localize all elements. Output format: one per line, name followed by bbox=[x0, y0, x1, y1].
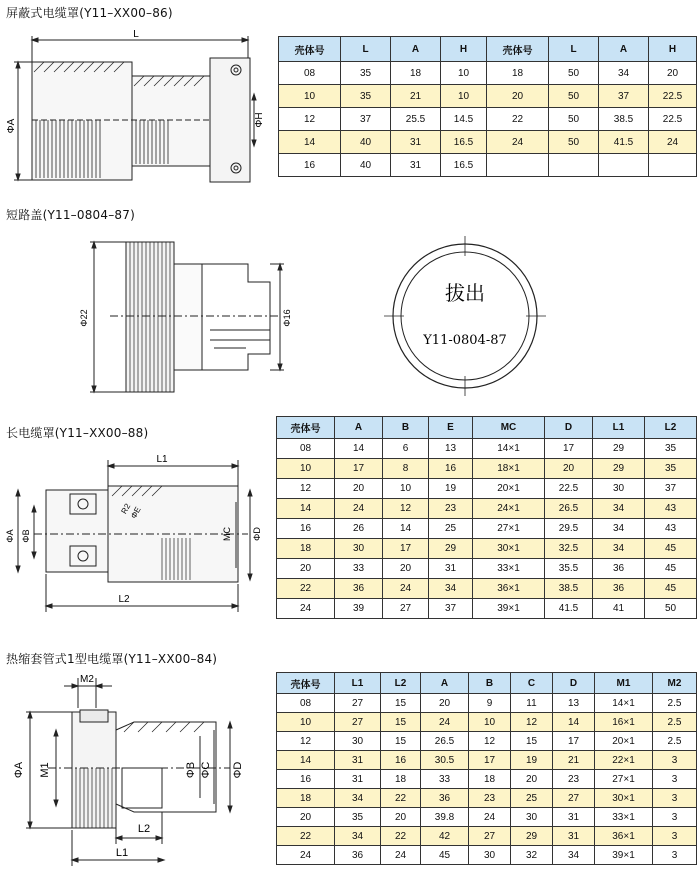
table-cell: 20×1 bbox=[595, 732, 653, 751]
table-cell: 30 bbox=[335, 539, 383, 559]
table-cell: 25 bbox=[429, 519, 473, 539]
table-header-cell: M1 bbox=[595, 673, 653, 694]
table-header-cell: L1 bbox=[593, 417, 645, 439]
table-cell: 50 bbox=[645, 599, 697, 619]
table-cell: 17 bbox=[553, 732, 595, 751]
table-cell: 13 bbox=[553, 694, 595, 713]
table-cell: 18 bbox=[487, 62, 549, 85]
table-cell: 36 bbox=[421, 789, 469, 808]
table-cell: 12 bbox=[383, 499, 429, 519]
table-cell: 31 bbox=[391, 154, 441, 177]
table-cell: 14 bbox=[277, 751, 335, 770]
table-header-cell: M2 bbox=[653, 673, 697, 694]
dim-D-label: ΦD bbox=[252, 527, 262, 541]
table-cell: 34 bbox=[335, 789, 381, 808]
table-cell: 36 bbox=[593, 559, 645, 579]
long-cable-cover-table bbox=[276, 416, 697, 619]
table-cell: 27×1 bbox=[473, 519, 545, 539]
table-cell: 24 bbox=[487, 131, 549, 154]
table-header-cell: H bbox=[441, 37, 487, 62]
table-cell: 24 bbox=[277, 599, 335, 619]
heat-shrink-cable-cover-table bbox=[276, 672, 697, 865]
heat-shrink-cable-cover-drawing bbox=[4, 672, 266, 872]
table-cell: 9 bbox=[469, 694, 511, 713]
table-cell: 2.5 bbox=[653, 694, 697, 713]
table-row bbox=[277, 732, 697, 751]
table-cell: 22 bbox=[381, 789, 421, 808]
table-cell: 40 bbox=[341, 154, 391, 177]
table-row bbox=[277, 808, 697, 827]
table-cell: 26.5 bbox=[545, 499, 593, 519]
table-header-cell: 壳体号 bbox=[277, 417, 335, 439]
section-title-short-circuit-cap: 短路盖(Y11–0804–87) bbox=[6, 208, 135, 222]
table-row bbox=[279, 108, 697, 131]
table-cell: 20 bbox=[545, 459, 593, 479]
table-cell: 27 bbox=[553, 789, 595, 808]
table-cell: 30 bbox=[593, 479, 645, 499]
table-cell: 20 bbox=[649, 62, 697, 85]
table-cell: 15 bbox=[381, 694, 421, 713]
table-cell: 34 bbox=[429, 579, 473, 599]
table-cell: 30 bbox=[335, 732, 381, 751]
table-header-cell: B bbox=[383, 417, 429, 439]
table-cell: 27 bbox=[335, 713, 381, 732]
table-cell: 36×1 bbox=[473, 579, 545, 599]
dim-C-label: ΦC bbox=[200, 761, 212, 779]
long-cable-cover-drawing bbox=[4, 446, 266, 618]
table-cell: 41.5 bbox=[545, 599, 593, 619]
table-header-cell: A bbox=[335, 417, 383, 439]
table-cell: 20 bbox=[335, 479, 383, 499]
table-cell: 16 bbox=[277, 519, 335, 539]
table-header-cell: L bbox=[341, 37, 391, 62]
table-cell: 37 bbox=[599, 85, 649, 108]
table-cell: 20 bbox=[421, 694, 469, 713]
cap-part-code-text: Y11-0804-87 bbox=[423, 333, 507, 348]
table-cell: 31 bbox=[553, 808, 595, 827]
table-cell: 50 bbox=[549, 108, 599, 131]
table-row bbox=[279, 131, 697, 154]
table-header-cell: A bbox=[599, 37, 649, 62]
table-cell: 33×1 bbox=[473, 559, 545, 579]
table-cell: 14 bbox=[383, 519, 429, 539]
dim-L2-label: L2 bbox=[137, 823, 151, 835]
short-circuit-cap-side-drawing bbox=[70, 234, 310, 402]
table-cell: 18 bbox=[381, 770, 421, 789]
dim-A-label: ΦA bbox=[6, 118, 17, 134]
table-cell: 31 bbox=[391, 131, 441, 154]
table-cell: 22 bbox=[277, 579, 335, 599]
cap-pull-out-text: 拔出 bbox=[445, 281, 485, 305]
table-cell: 17 bbox=[545, 439, 593, 459]
table-cell: 14×1 bbox=[595, 694, 653, 713]
table-cell: 2.5 bbox=[653, 713, 697, 732]
table-row bbox=[279, 62, 697, 85]
table-header-cell: 壳体号 bbox=[487, 37, 549, 62]
table-header-cell: 壳体号 bbox=[279, 37, 341, 62]
table-cell: 20 bbox=[511, 770, 553, 789]
table-cell: 29 bbox=[511, 827, 553, 846]
table-cell: 23 bbox=[553, 770, 595, 789]
dim-d16-label: Φ16 bbox=[282, 309, 292, 327]
table-cell: 18 bbox=[277, 539, 335, 559]
table-cell: 27 bbox=[469, 827, 511, 846]
table-cell: 39 bbox=[335, 599, 383, 619]
table-cell: 21 bbox=[391, 85, 441, 108]
table-cell: 11 bbox=[511, 694, 553, 713]
table-cell: 3 bbox=[653, 846, 697, 865]
table-cell: 18 bbox=[391, 62, 441, 85]
table-cell: 23 bbox=[469, 789, 511, 808]
table-cell: 37 bbox=[429, 599, 473, 619]
table-cell: 45 bbox=[645, 559, 697, 579]
table-row bbox=[277, 599, 697, 619]
table-cell: 24 bbox=[335, 499, 383, 519]
table-header-cell: C bbox=[511, 673, 553, 694]
table-row bbox=[277, 539, 697, 559]
dim-L-label: L bbox=[133, 29, 139, 40]
table-cell: 3 bbox=[653, 808, 697, 827]
table-cell: 34 bbox=[335, 827, 381, 846]
table-header-cell: D bbox=[553, 673, 595, 694]
table-cell: 50 bbox=[549, 62, 599, 85]
table-cell: 20 bbox=[277, 808, 335, 827]
table-cell: 22.5 bbox=[649, 85, 697, 108]
table-cell: 33 bbox=[421, 770, 469, 789]
dim-R-label: R2 bbox=[119, 502, 133, 516]
table-cell: 16×1 bbox=[595, 713, 653, 732]
table-header-cell: A bbox=[391, 37, 441, 62]
table-cell: 50 bbox=[549, 131, 599, 154]
table-cell: 29 bbox=[593, 439, 645, 459]
table-cell: 22.5 bbox=[649, 108, 697, 131]
table-cell: 31 bbox=[553, 827, 595, 846]
table-cell: 25 bbox=[511, 789, 553, 808]
table-cell: 27 bbox=[383, 599, 429, 619]
dim-D-label: ΦD bbox=[232, 761, 244, 779]
dim-M2-label: M2 bbox=[80, 674, 94, 685]
table-cell: 43 bbox=[645, 499, 697, 519]
table-cell bbox=[599, 154, 649, 177]
table-cell: 29 bbox=[593, 459, 645, 479]
table-cell: 12 bbox=[469, 732, 511, 751]
table-cell: 24 bbox=[421, 713, 469, 732]
table-cell: 23 bbox=[429, 499, 473, 519]
dim-MC-label: MC bbox=[222, 527, 232, 541]
table-cell: 3 bbox=[653, 827, 697, 846]
section-title-long-cable-cover: 长电缆罩(Y11–XX00–88) bbox=[6, 426, 149, 440]
table-row bbox=[279, 154, 697, 177]
table-cell: 35 bbox=[341, 85, 391, 108]
table-cell: 10 bbox=[441, 62, 487, 85]
table-cell: 14.5 bbox=[441, 108, 487, 131]
table-cell: 16 bbox=[277, 770, 335, 789]
table-cell: 24 bbox=[277, 846, 335, 865]
table-cell: 12 bbox=[279, 108, 341, 131]
table-cell: 32.5 bbox=[545, 539, 593, 559]
table-cell: 36 bbox=[593, 579, 645, 599]
dim-E-label: ΦE bbox=[129, 505, 143, 521]
table-cell: 16 bbox=[279, 154, 341, 177]
table-row bbox=[277, 713, 697, 732]
table-cell: 35 bbox=[645, 439, 697, 459]
table-row bbox=[277, 770, 697, 789]
dim-L2-label: L2 bbox=[118, 594, 130, 605]
table-cell: 20 bbox=[381, 808, 421, 827]
table-cell: 08 bbox=[279, 62, 341, 85]
table-cell: 16 bbox=[429, 459, 473, 479]
table-cell: 35 bbox=[341, 62, 391, 85]
table-cell: 20 bbox=[383, 559, 429, 579]
dim-M1-label: M1 bbox=[39, 762, 51, 778]
table-cell: 14 bbox=[335, 439, 383, 459]
table-cell: 22.5 bbox=[545, 479, 593, 499]
dim-L1-label: L1 bbox=[115, 847, 129, 859]
table-header-cell: L bbox=[549, 37, 599, 62]
table-cell: 22 bbox=[381, 827, 421, 846]
table-row bbox=[277, 459, 697, 479]
table-cell: 10 bbox=[277, 713, 335, 732]
table-cell: 3 bbox=[653, 751, 697, 770]
dim-d22-label: Φ22 bbox=[79, 309, 89, 327]
table-cell: 18 bbox=[277, 789, 335, 808]
table-cell: 34 bbox=[553, 846, 595, 865]
table-cell: 39.8 bbox=[421, 808, 469, 827]
table-cell: 6 bbox=[383, 439, 429, 459]
table-header-cell: H bbox=[649, 37, 697, 62]
table-row bbox=[277, 519, 697, 539]
table-cell: 36 bbox=[335, 846, 381, 865]
table-cell: 24×1 bbox=[473, 499, 545, 519]
table-cell bbox=[649, 154, 697, 177]
table-row bbox=[277, 559, 697, 579]
table-cell: 16 bbox=[381, 751, 421, 770]
table-cell: 30 bbox=[511, 808, 553, 827]
table-cell: 15 bbox=[381, 732, 421, 751]
table-header-cell: E bbox=[429, 417, 473, 439]
table-header-cell: 壳体号 bbox=[277, 673, 335, 694]
table-cell: 26.5 bbox=[421, 732, 469, 751]
table-header-cell: MC bbox=[473, 417, 545, 439]
table-cell: 20 bbox=[277, 559, 335, 579]
table-row bbox=[277, 789, 697, 808]
table-cell: 33×1 bbox=[595, 808, 653, 827]
shielded-cable-cover-drawing bbox=[4, 28, 266, 188]
table-cell: 12 bbox=[277, 479, 335, 499]
table-cell: 41 bbox=[593, 599, 645, 619]
table-header-cell: L1 bbox=[335, 673, 381, 694]
table-cell: 26 bbox=[335, 519, 383, 539]
table-cell: 19 bbox=[511, 751, 553, 770]
table-header-cell: D bbox=[545, 417, 593, 439]
dim-H-label: ΦH bbox=[254, 112, 265, 128]
table-cell: 14 bbox=[553, 713, 595, 732]
table-row bbox=[277, 499, 697, 519]
table-cell: 21 bbox=[553, 751, 595, 770]
table-cell: 45 bbox=[645, 539, 697, 559]
table-row bbox=[277, 846, 697, 865]
table-cell: 34 bbox=[593, 499, 645, 519]
table-cell bbox=[549, 154, 599, 177]
table-cell: 15 bbox=[381, 713, 421, 732]
table-cell: 33 bbox=[335, 559, 383, 579]
table-cell bbox=[487, 154, 549, 177]
table-cell: 37 bbox=[645, 479, 697, 499]
table-header-cell: L2 bbox=[645, 417, 697, 439]
table-cell: 08 bbox=[277, 439, 335, 459]
table-cell: 10 bbox=[383, 479, 429, 499]
table-header-cell: B bbox=[469, 673, 511, 694]
table-cell: 39×1 bbox=[595, 846, 653, 865]
table-cell: 35 bbox=[335, 808, 381, 827]
table-cell: 10 bbox=[277, 459, 335, 479]
table-cell: 17 bbox=[469, 751, 511, 770]
table-cell: 36×1 bbox=[595, 827, 653, 846]
table-cell: 24 bbox=[383, 579, 429, 599]
table-cell: 24 bbox=[469, 808, 511, 827]
table-cell: 24 bbox=[381, 846, 421, 865]
table-cell: 30.5 bbox=[421, 751, 469, 770]
dim-B-label: ΦB bbox=[185, 761, 197, 779]
section-title-shielded-cable-cover: 屏蔽式电缆罩(Y11–XX00–86) bbox=[6, 6, 173, 20]
table-cell: 40 bbox=[341, 131, 391, 154]
table-cell: 14 bbox=[279, 131, 341, 154]
short-circuit-cap-front-drawing bbox=[380, 236, 550, 396]
dim-A-label: ΦA bbox=[13, 761, 25, 779]
table-cell: 35 bbox=[645, 459, 697, 479]
table-cell: 31 bbox=[429, 559, 473, 579]
table-cell: 22 bbox=[277, 827, 335, 846]
table-cell: 14 bbox=[277, 499, 335, 519]
table-cell: 12 bbox=[277, 732, 335, 751]
table-cell: 3 bbox=[653, 789, 697, 808]
dim-L1-label: L1 bbox=[156, 454, 168, 465]
table-cell: 25.5 bbox=[391, 108, 441, 131]
dim-A-label: ΦA bbox=[5, 529, 15, 543]
table-cell: 36 bbox=[335, 579, 383, 599]
table-row bbox=[277, 439, 697, 459]
table-cell: 32 bbox=[511, 846, 553, 865]
table-row bbox=[277, 694, 697, 713]
table-cell: 41.5 bbox=[599, 131, 649, 154]
table-cell: 22×1 bbox=[595, 751, 653, 770]
table-cell: 10 bbox=[441, 85, 487, 108]
table-row bbox=[277, 479, 697, 499]
table-cell: 15 bbox=[511, 732, 553, 751]
table-cell: 17 bbox=[383, 539, 429, 559]
table-cell: 34 bbox=[593, 539, 645, 559]
table-header-cell: L2 bbox=[381, 673, 421, 694]
table-cell: 35.5 bbox=[545, 559, 593, 579]
table-cell: 34 bbox=[593, 519, 645, 539]
table-cell: 27 bbox=[335, 694, 381, 713]
table-cell: 10 bbox=[469, 713, 511, 732]
table-cell: 30×1 bbox=[595, 789, 653, 808]
table-cell: 24 bbox=[649, 131, 697, 154]
shielded-cable-cover-table bbox=[278, 36, 697, 177]
table-cell: 10 bbox=[279, 85, 341, 108]
table-cell: 38.5 bbox=[599, 108, 649, 131]
table-cell: 30 bbox=[469, 846, 511, 865]
table-cell: 18×1 bbox=[473, 459, 545, 479]
table-header-cell: A bbox=[421, 673, 469, 694]
table-cell: 27×1 bbox=[595, 770, 653, 789]
table-cell: 16.5 bbox=[441, 154, 487, 177]
table-cell: 08 bbox=[277, 694, 335, 713]
table-cell: 45 bbox=[645, 579, 697, 599]
table-cell: 16.5 bbox=[441, 131, 487, 154]
table-cell: 45 bbox=[421, 846, 469, 865]
table-cell: 8 bbox=[383, 459, 429, 479]
table-cell: 42 bbox=[421, 827, 469, 846]
table-cell: 37 bbox=[341, 108, 391, 131]
table-cell: 30×1 bbox=[473, 539, 545, 559]
table-cell: 31 bbox=[335, 751, 381, 770]
table-cell: 50 bbox=[549, 85, 599, 108]
table-cell: 29 bbox=[429, 539, 473, 559]
table-cell: 12 bbox=[511, 713, 553, 732]
table-cell: 14×1 bbox=[473, 439, 545, 459]
table-cell: 39×1 bbox=[473, 599, 545, 619]
table-cell: 19 bbox=[429, 479, 473, 499]
table-cell: 20×1 bbox=[473, 479, 545, 499]
table-row bbox=[277, 579, 697, 599]
table-cell: 34 bbox=[599, 62, 649, 85]
table-cell: 2.5 bbox=[653, 732, 697, 751]
table-row bbox=[277, 827, 697, 846]
table-cell: 13 bbox=[429, 439, 473, 459]
table-cell: 3 bbox=[653, 770, 697, 789]
table-cell: 38.5 bbox=[545, 579, 593, 599]
table-cell: 22 bbox=[487, 108, 549, 131]
table-cell: 20 bbox=[487, 85, 549, 108]
table-cell: 18 bbox=[469, 770, 511, 789]
table-row bbox=[279, 85, 697, 108]
dim-B-label: ΦB bbox=[21, 529, 31, 543]
table-cell: 31 bbox=[335, 770, 381, 789]
table-cell: 29.5 bbox=[545, 519, 593, 539]
table-row bbox=[277, 751, 697, 770]
table-cell: 43 bbox=[645, 519, 697, 539]
table-cell: 17 bbox=[335, 459, 383, 479]
section-title-heat-shrink-cable-cover: 热缩套管式1型电缆罩(Y11–XX00–84) bbox=[6, 652, 218, 666]
